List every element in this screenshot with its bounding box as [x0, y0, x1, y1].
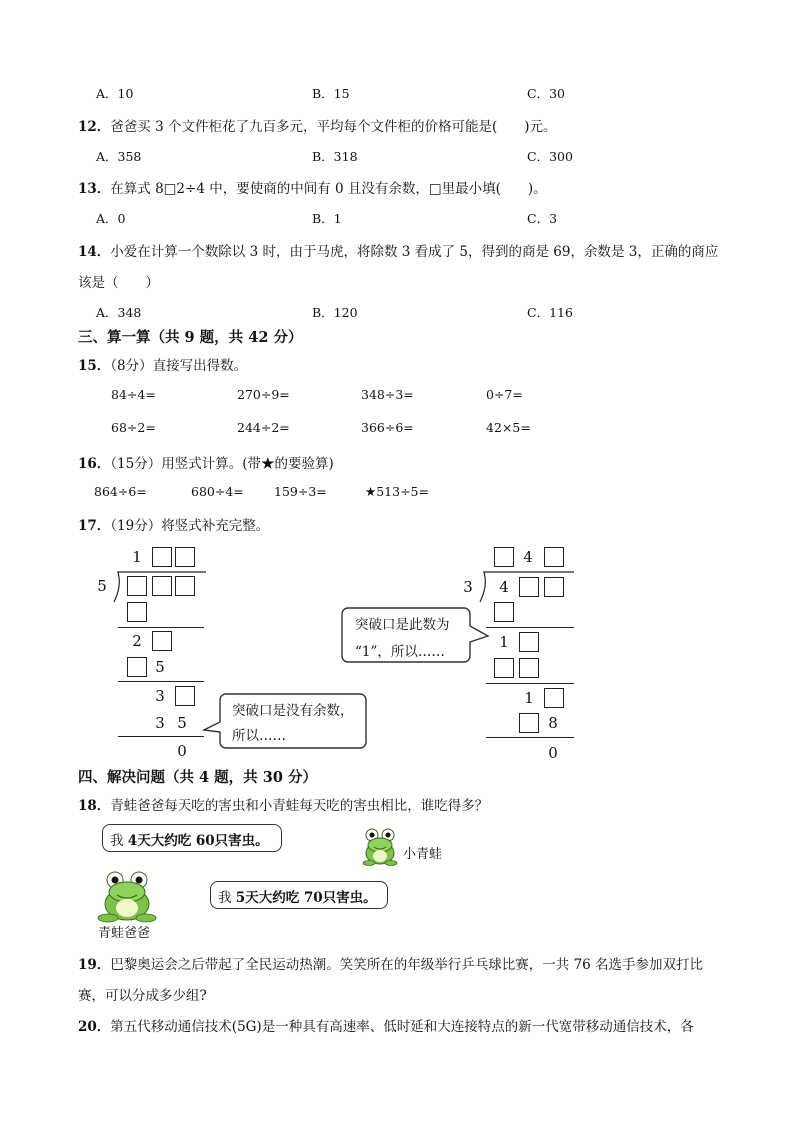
speech-text	[110, 829, 269, 849]
q11-option-c: C．30	[527, 86, 565, 101]
q12-option-a: A．358	[96, 149, 142, 164]
quotient-digit: 1	[132, 548, 142, 566]
question-15	[78, 354, 247, 374]
question-text: （15分）用竖式计算。(带★的要验算)	[110, 456, 334, 472]
question-number: 17．	[78, 518, 111, 534]
calc-item: 159÷3=	[274, 484, 327, 499]
question-19-line2: 赛，可以分成多少组?	[78, 988, 207, 1004]
speech-text-pre: 我	[110, 833, 128, 849]
calc-item: 348÷3=	[361, 387, 414, 402]
digit: 1	[499, 633, 509, 651]
frog-dad-label: 青蛙爸爸	[98, 926, 151, 941]
subtract-line	[118, 627, 204, 628]
small-frog-icon	[360, 823, 400, 867]
blank-box[interactable]	[519, 658, 539, 678]
question-12	[78, 115, 557, 135]
digit: 3	[155, 714, 165, 732]
calc-item: 366÷6=	[361, 420, 414, 435]
question-20	[78, 1015, 694, 1035]
subtract-line	[118, 736, 204, 737]
section-4-heading: 四、解决问题（共 4 题，共 30 分）	[78, 769, 317, 786]
digit: 8	[548, 714, 558, 732]
question-text: 在算式 8□2÷4 中，要使商的中间有 0 且没有余数，□里最小填( )。	[110, 181, 547, 197]
blank-box[interactable]	[175, 686, 195, 706]
digit: 3	[155, 687, 165, 705]
digit: 2	[132, 632, 142, 650]
q11-option-a: A．10	[96, 86, 134, 101]
q14-option-c: C．116	[527, 305, 573, 320]
hint-text: 突破口是没有余数，	[232, 703, 354, 719]
digit: 5	[155, 658, 165, 676]
blank-box[interactable]	[127, 657, 147, 677]
question-14-line2: 该是（ ）	[78, 275, 159, 291]
q13-option-b: B．1	[312, 211, 342, 226]
hint-text: 突破口是此数为	[355, 617, 450, 633]
q13-option-a: A．0	[96, 211, 126, 226]
divisor-digit: 3	[463, 578, 473, 596]
question-number: 15．	[78, 358, 111, 374]
blank-box[interactable]	[544, 547, 564, 567]
question-text: 青蛙爸爸每天吃的害虫和小青蛙每天吃的害虫相比，谁吃得多？	[110, 798, 489, 814]
blank-box[interactable]	[494, 658, 514, 678]
blank-box[interactable]	[175, 547, 195, 567]
calc-item: ★513÷5=	[365, 484, 429, 499]
q12-option-c: C．300	[527, 149, 573, 164]
calc-item: 864÷6=	[94, 484, 147, 499]
digit: 5	[177, 714, 187, 732]
question-number: 16．	[78, 456, 111, 472]
q11-option-b: B．15	[312, 86, 350, 101]
question-number: 20．	[78, 1019, 111, 1035]
blank-box[interactable]	[494, 547, 514, 567]
hint-text: “1”，所以……	[355, 644, 445, 660]
calc-item: 0÷7=	[486, 387, 523, 402]
speech-text-pre: 我	[218, 890, 236, 906]
calc-item: 42×5=	[486, 420, 531, 435]
question-14	[78, 240, 718, 260]
blank-box[interactable]	[175, 576, 195, 596]
question-18	[78, 794, 488, 814]
question-text: （8分）直接写出得数。	[110, 358, 248, 374]
q13-option-c: C．3	[527, 211, 558, 226]
blank-box[interactable]	[519, 713, 539, 733]
question-text: 爸爸买 3 个文件柜花了九百多元，平均每个文件柜的价格可能是( )元。	[110, 119, 557, 135]
section-3-heading: 三、算一算（共 9 题，共 42 分）	[78, 329, 303, 346]
subtract-line	[118, 681, 204, 682]
digit: 1	[524, 689, 534, 707]
frog-dad-icon	[96, 868, 158, 924]
blank-box[interactable]	[127, 576, 147, 596]
calc-item: 270÷9=	[237, 387, 290, 402]
blank-box[interactable]	[544, 577, 564, 597]
calc-item: 68÷2=	[111, 420, 156, 435]
question-16	[78, 452, 334, 472]
speech-text-bold: 5天大约吃 70只害虫。	[235, 890, 377, 906]
blank-box[interactable]	[519, 632, 539, 652]
quotient-digit: 4	[523, 548, 533, 566]
blank-box[interactable]	[544, 688, 564, 708]
blank-box[interactable]	[152, 576, 172, 596]
question-19	[78, 953, 703, 973]
q14-option-b: B．120	[312, 305, 358, 320]
dividend-digit: 4	[499, 578, 509, 596]
remainder-digit: 0	[548, 744, 558, 762]
calc-item: 680÷4=	[191, 484, 244, 499]
question-13	[78, 177, 547, 197]
question-text: 巴黎奥运会之后带起了全民运动热潮。笑笑所在的年级举行乒乓球比赛，一共 76 名选手参加双打比	[110, 957, 704, 973]
q14-option-a: A．348	[96, 305, 142, 320]
question-text: （19分）将竖式补充完整。	[110, 518, 270, 534]
subtract-line	[486, 627, 574, 628]
question-number: 18．	[78, 798, 111, 814]
question-number: 13．	[78, 181, 111, 197]
calc-item: 84÷4=	[111, 387, 156, 402]
question-text: 小爱在计算一个数除以 3 时，由于马虎，将除数 3 看成了 5，得到的商是 69，余数是 3，正确的商应	[110, 244, 719, 260]
small-frog-label: 小青蛙	[403, 847, 443, 862]
blank-box[interactable]	[127, 602, 147, 622]
speech-text	[218, 886, 377, 906]
hint-text: 所以……	[232, 728, 286, 744]
subtract-line	[486, 683, 574, 684]
divisor-digit: 5	[97, 577, 107, 595]
blank-box[interactable]	[519, 577, 539, 597]
blank-box[interactable]	[152, 547, 172, 567]
subtract-line	[486, 737, 574, 738]
question-number: 19．	[78, 957, 111, 973]
blank-box[interactable]	[152, 631, 172, 651]
question-text: 第五代移动通信技术(5G)是一种具有高速率、低时延和大连接特点的新一代宽带移动通信技术，各	[110, 1019, 694, 1035]
question-number: 12．	[78, 119, 111, 135]
question-17	[78, 514, 269, 534]
calc-item: 244÷2=	[237, 420, 290, 435]
blank-box[interactable]	[494, 602, 514, 622]
question-number: 14．	[78, 244, 111, 260]
q12-option-b: B．318	[312, 149, 358, 164]
remainder-digit: 0	[177, 742, 187, 760]
speech-text-bold: 4天大约吃 60只害虫。	[127, 833, 269, 849]
